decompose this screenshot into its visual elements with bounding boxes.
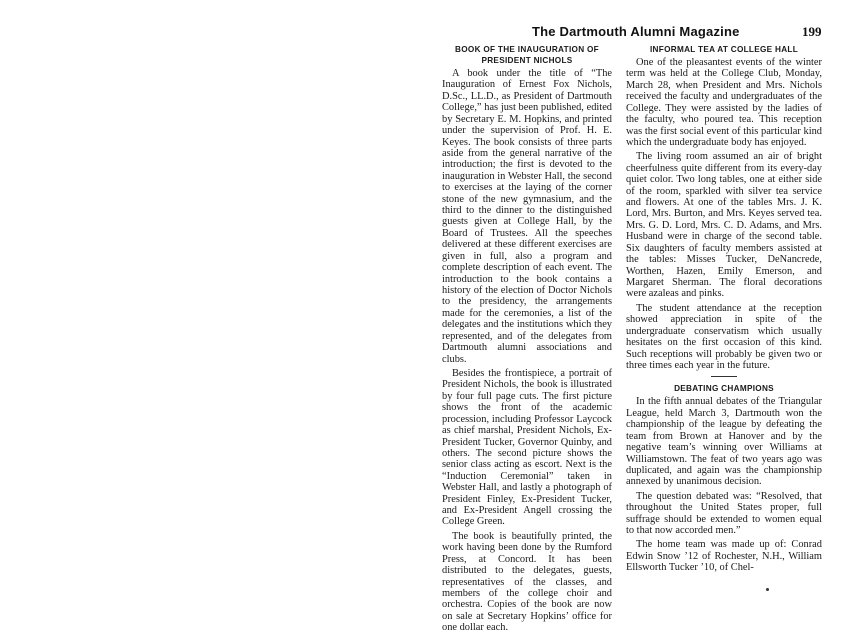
article-paragraph: A book under the title of “The Inauguration of Ernest Fox Nichols, D.Sc., LL.D., as President of Dartmouth College,” has just been published, edited by Secretary E. M. Hopkins, and printed under the supervision of Prof. H. E. Keyes. The book consists of three parts aside from the general narrative of the introduction; the first is devoted to the inauguration in Webster Hall, the second to exercises at the laying of the corner stone of the new gymnasium, and the third to the dinner to the distinguished guests given at College Hall, by the Board of Trustees. All the speeches delivered at these different exercises are given in full, also a program and complete description of each event. The introduction to the book contains a history of the election of Doctor Nichols to the presidency, the arrangements made for the ceremonies, a list of the delegates and the institutions which they represented, and of the delegates from Dartmouth alumni associations and clubs.	[442, 68, 612, 365]
article-heading-inauguration-book: BOOK OF THE INAUGURATION OF PRESIDENT NICHOLS	[455, 45, 599, 65]
right-column	[626, 44, 822, 577]
page-number: 199	[802, 24, 822, 39]
article-paragraph: The student attendance at the reception showed appreciation in spite of the undergraduate conservatism which usually hesitates on the first occasion of this kind. Such receptions will probably be given two or three times each year in the future.	[626, 302, 822, 371]
left-column	[442, 44, 612, 637]
article-heading-informal-tea: INFORMAL TEA AT COLLEGE HALL	[649, 45, 799, 54]
article-paragraph: The home team was made up of: Conrad Edwin Snow ’12 of Rochester, N.H., William Ellsworth Tucker ’10, of Chel-	[626, 539, 822, 574]
article-paragraph: The living room assumed an air of bright cheerfulness quite different from its every-day quiet color. Two long tables, one at either side of the room, sparkled with silver tea service and flowers. At one of the tables Mrs. J. K. Lord, Mrs. Burton, and Mrs. Keyes served tea. Mrs. G. D. Lord, Mrs. C. D. Adams, and Mrs. Husband were in charge of the second table. Six daughters of faculty members assisted at the tables: Misses Tucker, DeNancrede, Worthen, Hazen, Emily Emerson, and Margaret Sherman. The floral decorations were azaleas and pinks.	[626, 151, 822, 300]
article-paragraph: In the fifth annual debates of the Triangular League, held March 3, Dartmouth won the championship of the league by defeating the team from Brown at Hanover and by the negative team’s winning over Williams at Williamstown. The feat of two years ago was duplicated, and again was the championship annexed by unanimous decision.	[626, 396, 822, 488]
article-paragraph: The book is beautifully printed, the work having been done by the Rumford Press, at Concord. It has been distributed to the delegates, guests, representatives of the classes, and members of the college choir and orchestra. Copies of the book are now on sale at Secretary Hopkins’ office for one dollar each.	[442, 530, 612, 634]
magazine-title: The Dartmouth Alumni Magazine	[532, 24, 740, 39]
article-paragraph: The question debated was: “Resolved, that throughout the United States proper, full suffrage should be extended to women equal to that now accorded men.”	[626, 490, 822, 537]
article-heading-debating: DEBATING CHAMPIONS	[674, 384, 774, 394]
print-speck	[766, 588, 769, 591]
article-paragraph: One of the pleasantest events of the winter term was held at the College Club, Monday, March 28, when President and Mrs. Nichols received the faculty and undergraduates of the College. They were assisted by the ladies of the faculty, who poured tea. This reception was the first social event of this particular kind which the undergraduate body has enjoyed.	[626, 57, 822, 148]
article-paragraph: Besides the frontispiece, a portrait of President Nichols, the book is illustrated by four full page cuts. The first picture shows the front of the academic procession, including Professor Laycock as chief marshal, President Nichols, Ex-President Tucker, Governor Quinby, and others. The second picture shows the senior class acting as escort. Next is the “Induction Ceremonial” taken in Webster Hall, and lastly a photograph of President Finley, Ex-President Tucker, and Ex-President Angell crossing the College Green.	[442, 367, 612, 528]
section-divider	[711, 376, 737, 377]
